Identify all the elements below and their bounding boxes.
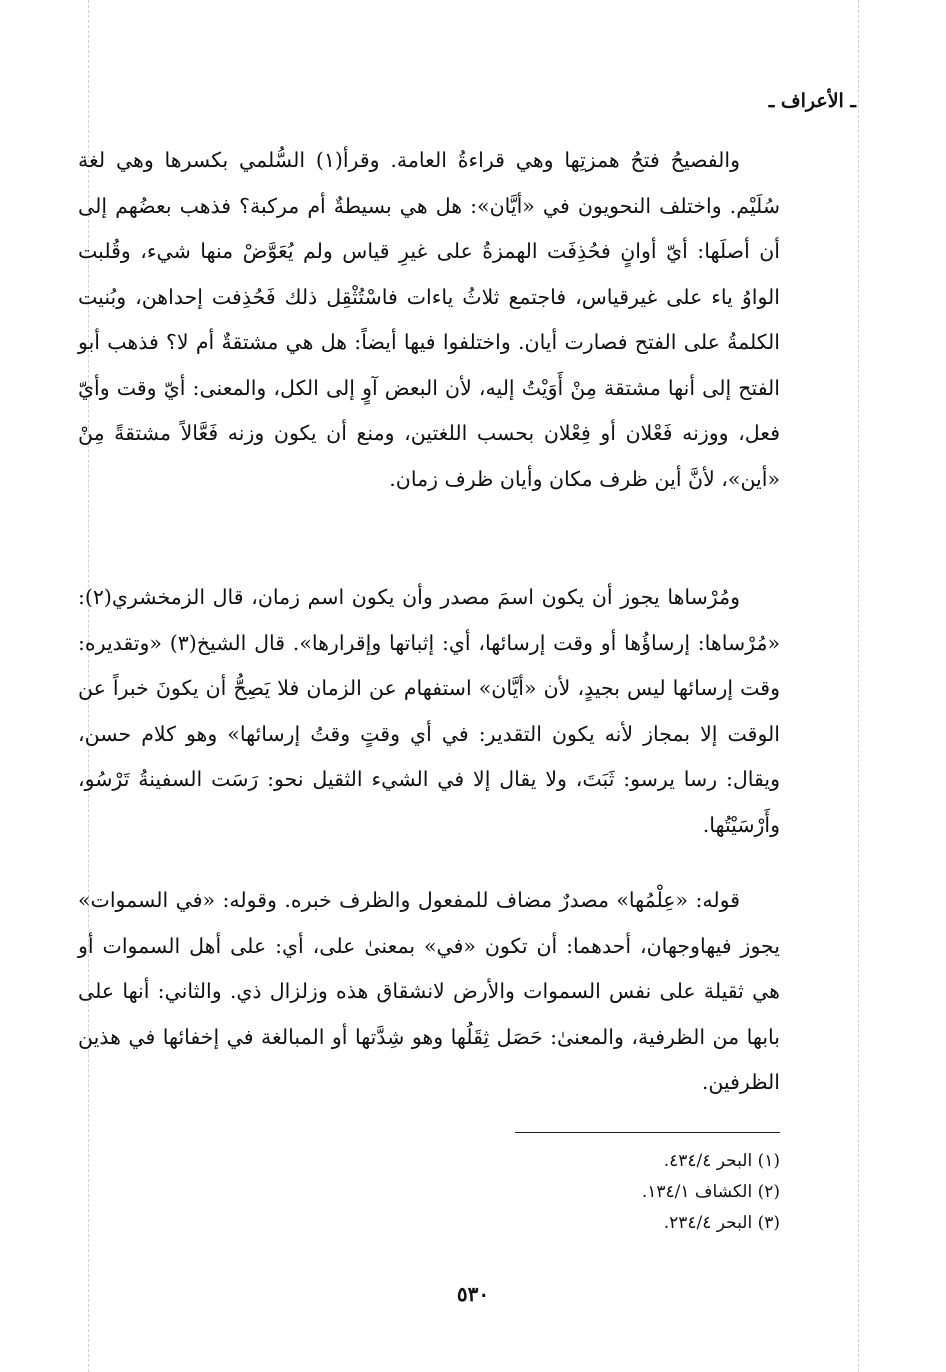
- footnote-separator: [515, 1132, 780, 1133]
- footnote-3: (٣) البحر ٢٣٤/٤.: [663, 1213, 780, 1233]
- running-header: ـ الأعراف ـ: [768, 90, 856, 112]
- paragraph-mursaha: ومُرْساها يجوز أن يكون اسمَ مصدر وأن يكون اسم زمان، قال الزمخشري(٢): «مُرْساها: إرساؤُها أو وقت إرسائها، أي: إثباتها وإقرارها». قال الشيخ(٣) «وتقديره: وقت إرسائها ليس بجيدٍ، لأن «أيَّان» استفهام عن الزمان فلا يَصِحُّ أن يكونَ خبراً عن الوقت إلا بمجاز لأنه يكون التقدير: في أي وقتٍ وقتُ إرسائها» وهو كلام حسن، ويقال: رسا يرسو: ثَبَتَ، ولا يقال إلا في الشيء الثقيل نحو: رَسَت السفينةُ تَرْسُو، وأَرْسَيْتُها.: [78, 585, 780, 837]
- footnote-1: (١) البحر ٤٣٤/٤.: [663, 1151, 780, 1171]
- footnotes: [380, 1146, 780, 1239]
- main-text: [78, 138, 780, 1108]
- footnote-2: (٢) الكشاف ١٣٤/١.: [641, 1182, 780, 1202]
- paragraph-ilmuha: قوله: «عِلْمُها» مصدرٌ مضاف للمفعول والظرف خبره. وقوله: «في السموات» يجوز فيهاوجهان، أحدهما: أن تكون «في» بمعنىٰ على، أي: على أهل السموات أو هي ثقيلة على نفس السموات والأرض لانشقاق هذه وزلزال ذي. والثاني: أنها على بابها من الظرفية، والمعنىٰ: حَصَل ثِقَلُها وهو شِدَّتها أو المبالغة في إخفائها في هذين الظرفين.: [78, 888, 780, 1094]
- scan-artifact-line: [858, 0, 859, 1372]
- page-number: ٥٣٠: [456, 1282, 490, 1306]
- paragraph-ayyan: والفصيحُ فتحُ همزتِها وهي قراءةُ العامة. وقرأ(١) السُّلمي بكسرها وهي لغة سُلَيْم. واختلف النحويون في «أيَّان»: هل هي بسيطةٌ أم مركبة؟ فذهب بعضُهم إلى أن أصلَها: أيّ أوانٍ فحُذِفَت الهمزةُ على غيرِ قياس ولم يُعَوَّضْ منها شيء، وقُلبت الواوُ ياء على غيرقياس، فاجتمع ثلاثُ ياءات فاسْتُثْقِل ذلك فَحُذِفت إحداهن، وبُنيت الكلمةُ على الفتح فصارت أيان. واختلفوا فيها أيضاً: هل هي مشتقةٌ أم لا؟ فذهب أبو الفتح إلى أنها مشتقة مِنْ أَوَيْتُ إليه، لأن البعض آوٍ إلى الكل، والمعنى: أيّ وقت وأيّ فعل، ووزنه فَعْلان أو فِعْلان بحسب اللغتين، ومنع أن يكون وزنه فَعَّالاً مشتقةً مِنْ «أين»، لأنَّ أين ظرف مكان وأيان ظرف زمان.: [78, 148, 780, 491]
